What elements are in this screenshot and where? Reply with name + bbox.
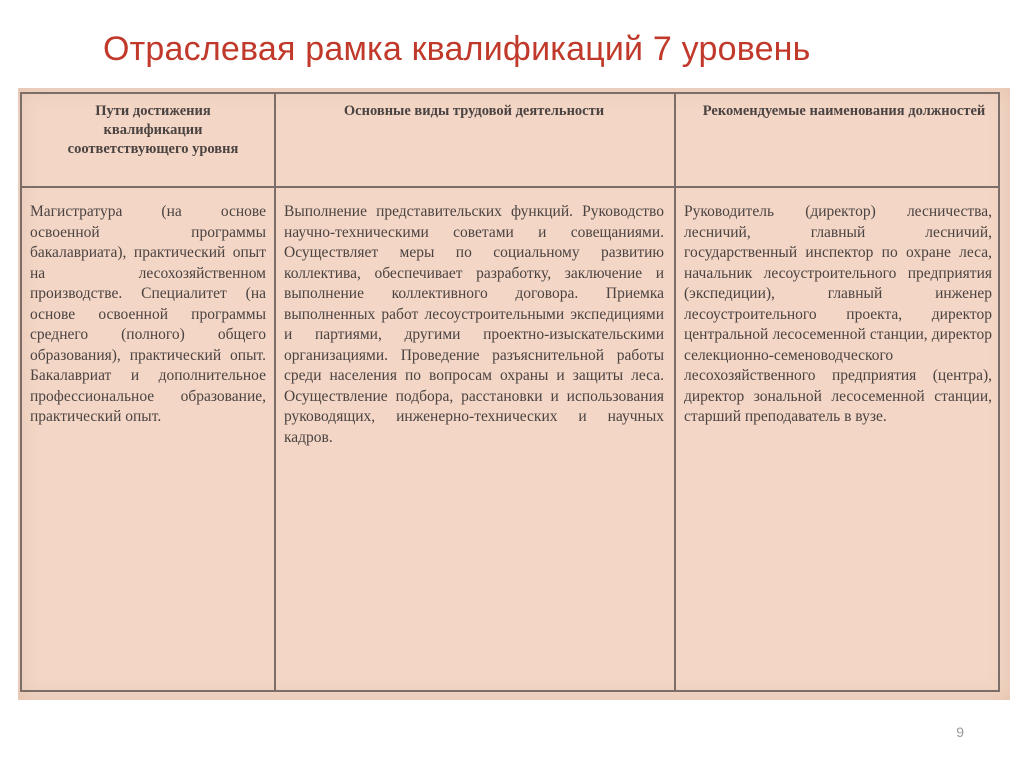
slide-title: Отраслевая рамка квалификаций 7 уровень <box>103 30 811 68</box>
header-recommended-positions: Рекомендуемые наименования должностей <box>702 103 986 119</box>
column-divider <box>674 94 676 690</box>
qualification-table <box>20 92 1000 692</box>
page-number: 9 <box>956 724 964 740</box>
column-divider <box>274 94 276 690</box>
header-qualification-paths: Пути достижения квалификации соответствующего уровня <box>67 103 239 157</box>
cell-work-activities: Выполнение представительских функций. Руководство научно-техническими советами и совещаниями. Осуществляет меры по социальному развитию коллектива, обеспечивает разработку, заключение и выполнение коллективного договора. Приемка выполненных работ лесоустроительными экспедициями и партиями, другими проектно-изыскательскими организациями. Проведение разъяснительной работы среди населения по вопросам охраны и защиты леса. Осуществление подбора, расстановки и использования руководящих, инженерно-технических и научных кадров. <box>284 203 664 446</box>
header-row-divider <box>22 186 998 188</box>
header-work-activities: Основные виды трудовой деятельности <box>343 103 605 119</box>
cell-recommended-positions: Руководитель (директор) лесничества, лесничий, главный лесничий, государственный инспектор по охране леса, начальник лесоустроительного предприятия (экспедиции), главный инженер лесоустроительного проекта, директор центральной лесосеменной станции, директор селекционно-семеноводческого лесохозяйственного предприятия (центра), директор зональной лесосеменной станции, старший преподаватель в вузе. <box>684 203 992 425</box>
scanned-table-image <box>18 88 1010 700</box>
cell-qualification-paths: Магистратура (на основе освоенной программы бакалавриата), практический опыт на лесохозяйственном производстве. Специалитет (на основе освоенной программы среднего (полного) общего образования), практический опыт. Бакалавриат и дополнительное профессиональное образование, практический опыт. <box>30 203 266 425</box>
